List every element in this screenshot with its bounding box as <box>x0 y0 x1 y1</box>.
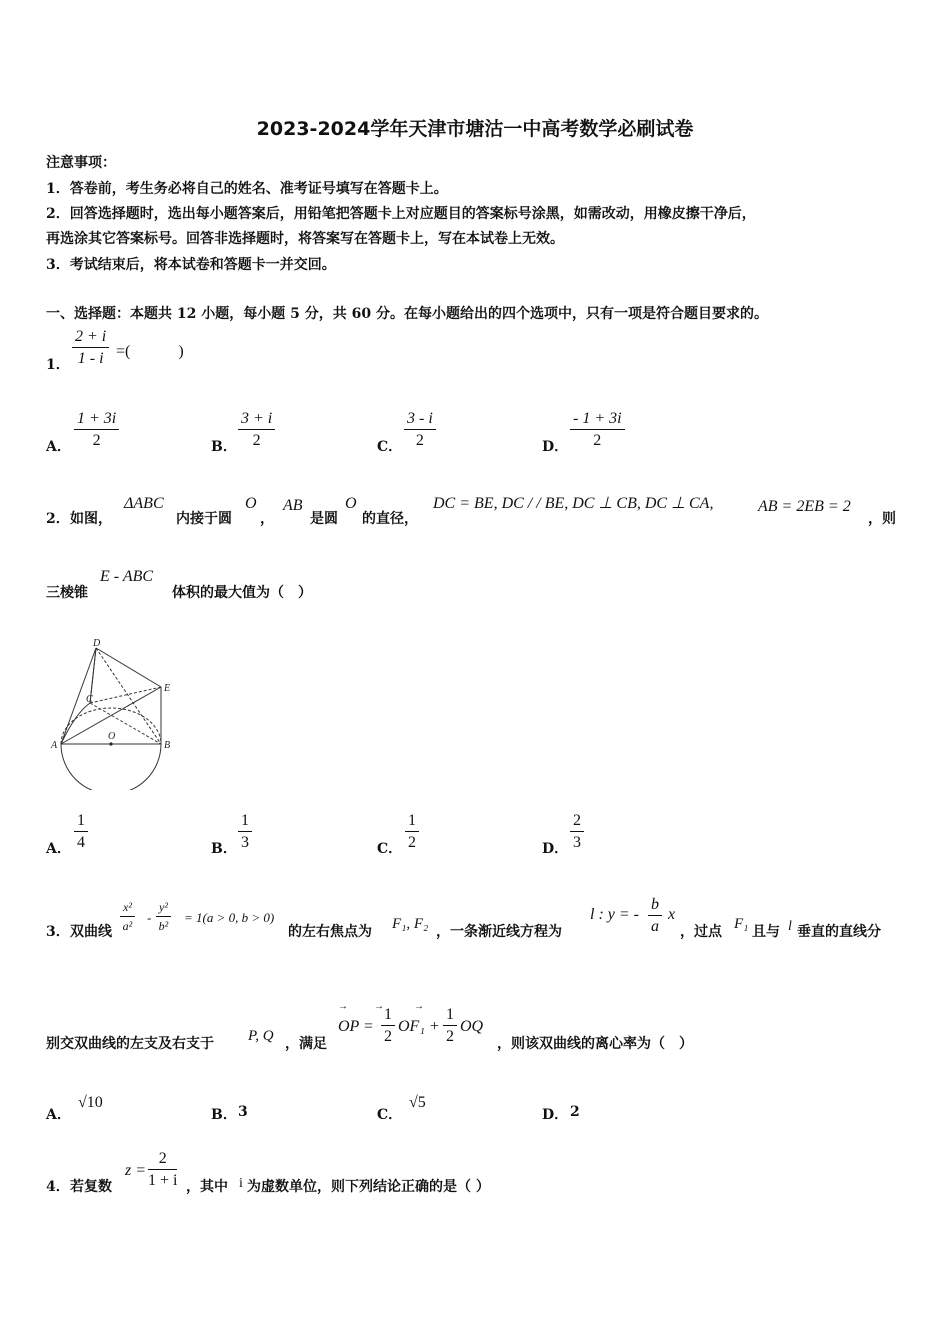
q3-option-a: √10 <box>78 1094 103 1111</box>
q1-c-num: 3 - i <box>404 410 436 430</box>
q1-option-c <box>404 410 436 450</box>
q1-a-num: 1 + 3i <box>74 410 119 430</box>
q1-denominator: 1 - i <box>77 350 104 367</box>
q3-option-b: 3 <box>238 1104 248 1120</box>
q3-h2d: 2 <box>446 1028 454 1045</box>
label-c: C <box>86 694 93 705</box>
q4-text-3: 为虚数单位，则下列结论正确的是（ ） <box>247 1179 490 1195</box>
q1-number: 1． <box>46 357 70 373</box>
q3-pq: P, Q <box>248 1028 274 1044</box>
q3-y2: y² <box>156 900 171 917</box>
page-title: 2023-2024学年天津市塘沽一中高考数学必刷试卷 <box>256 118 694 140</box>
q1-option-a <box>74 410 119 450</box>
q2-text-6: ，则 <box>868 511 896 527</box>
q2-a-num: 1 <box>74 812 88 832</box>
q2-option-d-label: D． <box>542 841 569 857</box>
notice-heading: 注意事项： <box>46 155 116 171</box>
segment-de <box>96 648 161 687</box>
q2-text-3: ， <box>260 511 274 527</box>
q3-asym-b: b <box>648 896 662 916</box>
q4-i: i <box>239 1176 243 1191</box>
q3-option-d-label: D． <box>542 1107 569 1123</box>
q1-option-d <box>570 410 625 450</box>
q2-option-b-label: B． <box>211 841 237 857</box>
q3-text-8: ，满足 <box>285 1036 327 1052</box>
q1-option-c-label: C． <box>377 439 403 455</box>
q3-l: l <box>788 919 792 934</box>
q1-numerator: 2 + i <box>72 328 109 348</box>
label-b: B <box>164 740 171 751</box>
q2-ab-length: AB = 2EB = 2 <box>758 498 851 515</box>
notice-item-1: 1．答卷前，考生务必将自己的姓名、准考证号填写在答题卡上。 <box>46 181 448 197</box>
q3-text-3: ，一条渐近线方程为 <box>436 924 562 940</box>
q3-asym-x: x <box>668 906 676 923</box>
q2-text-8: 体积的最大值为（ ） <box>172 585 312 601</box>
q1-option-d-label: D． <box>542 439 569 455</box>
q3-number: 3． <box>46 924 70 940</box>
q3-f1: F₁ <box>734 916 749 932</box>
q3-text-2: 的左右焦点为 <box>288 924 372 940</box>
q2-pyramid: E - ABC <box>100 568 154 585</box>
label-o: O <box>108 731 116 742</box>
q3-oq: OQ <box>460 1018 484 1035</box>
q1-fraction <box>72 328 109 368</box>
q3-text-9: ，则该双曲线的离心率为（ ） <box>497 1036 693 1052</box>
q3-a2: a² <box>122 919 133 933</box>
q1-d-den: 2 <box>593 432 602 449</box>
segment-db <box>96 648 161 744</box>
section-heading: 一、选择题：本题共 12 小题，每小题 5 分，共 60 分。在每小题给出的四个选项中，只有一项是符合题目要求的。 <box>46 306 768 322</box>
q2-number: 2． <box>46 511 70 527</box>
q3-h1n: 1 <box>381 1006 395 1026</box>
label-e: E <box>164 683 171 694</box>
q3-of1: OF₁ + <box>398 1018 440 1035</box>
q2-option-a <box>74 812 88 852</box>
q2-c-num: 1 <box>405 812 419 832</box>
q3-option-c-label: C． <box>377 1107 403 1123</box>
q3-op: OP = <box>338 1018 374 1035</box>
q3-foci: F₁, F₂ <box>392 916 429 932</box>
q2-option-c-label: C． <box>377 841 403 857</box>
q2-option-d <box>570 812 584 852</box>
q3-x2: x² <box>120 900 135 917</box>
q2-a-den: 4 <box>77 834 85 851</box>
q1-b-num: 3 + i <box>238 410 275 430</box>
q2-text-1: 如图， <box>70 511 112 527</box>
q3-text-7: 别交双曲线的左支及右支于 <box>46 1036 214 1052</box>
segment-ce <box>90 687 161 703</box>
q4-fraction <box>148 1150 177 1190</box>
q3-frac-x <box>120 900 135 934</box>
q3-h1d: 2 <box>384 1028 392 1045</box>
q3-b2: b² <box>158 919 169 933</box>
q1-c-den: 2 <box>415 432 424 449</box>
q2-text-4: 是圆 <box>310 511 338 527</box>
q3-option-a-label: A． <box>46 1107 71 1123</box>
q2-option-a-label: A． <box>46 841 71 857</box>
q1-option-b <box>238 410 275 450</box>
q2-ab: AB <box>283 497 303 514</box>
q2-text-5: 的直径， <box>362 511 418 527</box>
q3-h2n: 1 <box>443 1006 457 1026</box>
center-point <box>109 742 112 745</box>
q2-circle-o: O <box>245 495 257 512</box>
q2-b-den: 3 <box>241 834 249 851</box>
q2-text-2: 内接于圆 <box>176 511 232 527</box>
q2-d-num: 2 <box>570 812 584 832</box>
q1-d-num: - 1 + 3i <box>570 410 625 430</box>
notice-item-2-cont: 再选涂其它答案标号。回答非选择题时，将答案写在答题卡上，写在本试卷上无效。 <box>46 231 564 247</box>
q3-text-1: 双曲线 <box>70 924 112 940</box>
q3-asymptote: l : y = - <box>590 906 639 923</box>
q1-option-b-label: B． <box>211 439 237 455</box>
q3-half-2 <box>443 1006 457 1046</box>
q3-text-6: 垂直的直线分 <box>797 924 881 940</box>
q4-text-2: ，其中 <box>186 1179 228 1195</box>
q1-b-den: 2 <box>252 432 261 449</box>
q1-a-den: 2 <box>92 432 101 449</box>
q3-frac-y <box>156 900 171 934</box>
q2-b-num: 1 <box>238 812 252 832</box>
q4-number: 4． <box>46 1179 70 1195</box>
q2-triangle: ΔABC <box>124 495 164 512</box>
circle-lower-arc <box>61 744 161 790</box>
q2-figure <box>40 630 200 790</box>
q3-option-d: 2 <box>570 1104 580 1120</box>
q3-text-4: ，过点 <box>680 924 722 940</box>
q2-conditions: DC = BE, DC / / BE, DC ⊥ CB, DC ⊥ CA, <box>433 495 714 512</box>
q4-numerator: 2 <box>148 1150 177 1170</box>
q3-asym-a: a <box>651 918 659 935</box>
label-d: D <box>93 638 101 649</box>
q1-option-a-label: A． <box>46 439 71 455</box>
q2-circle-o-2: O <box>345 495 357 512</box>
q3-option-c: √5 <box>409 1094 426 1111</box>
q2-option-b <box>238 812 252 852</box>
q3-condition: = 1(a > 0, b > 0) <box>184 910 275 925</box>
notice-item-2: 2．回答选择题时，选出每小题答案后，用铅笔把答题卡上对应题目的答案标号涂黑，如需改动，用橡皮擦干净后， <box>46 206 756 222</box>
q4-z: z = <box>125 1162 147 1179</box>
notice-item-3: 3．考试结束后，将本试卷和答题卡一并交回。 <box>46 257 336 273</box>
q1-tail: =( ) <box>116 343 184 360</box>
q3-text-5: 且与 <box>752 924 780 940</box>
q2-d-den: 3 <box>573 834 581 851</box>
q2-option-c <box>405 812 419 852</box>
label-a: A <box>51 740 58 751</box>
q2-text-7: 三棱锥 <box>46 585 88 601</box>
q3-half-1 <box>381 1006 395 1046</box>
q3-minus: - <box>147 910 152 925</box>
q4-denominator: 1 + i <box>148 1172 178 1189</box>
q2-c-den: 2 <box>408 834 416 851</box>
q4-text-1: 若复数 <box>70 1179 112 1195</box>
q3-asym-frac <box>648 896 662 936</box>
q3-option-b-label: B． <box>211 1107 237 1123</box>
